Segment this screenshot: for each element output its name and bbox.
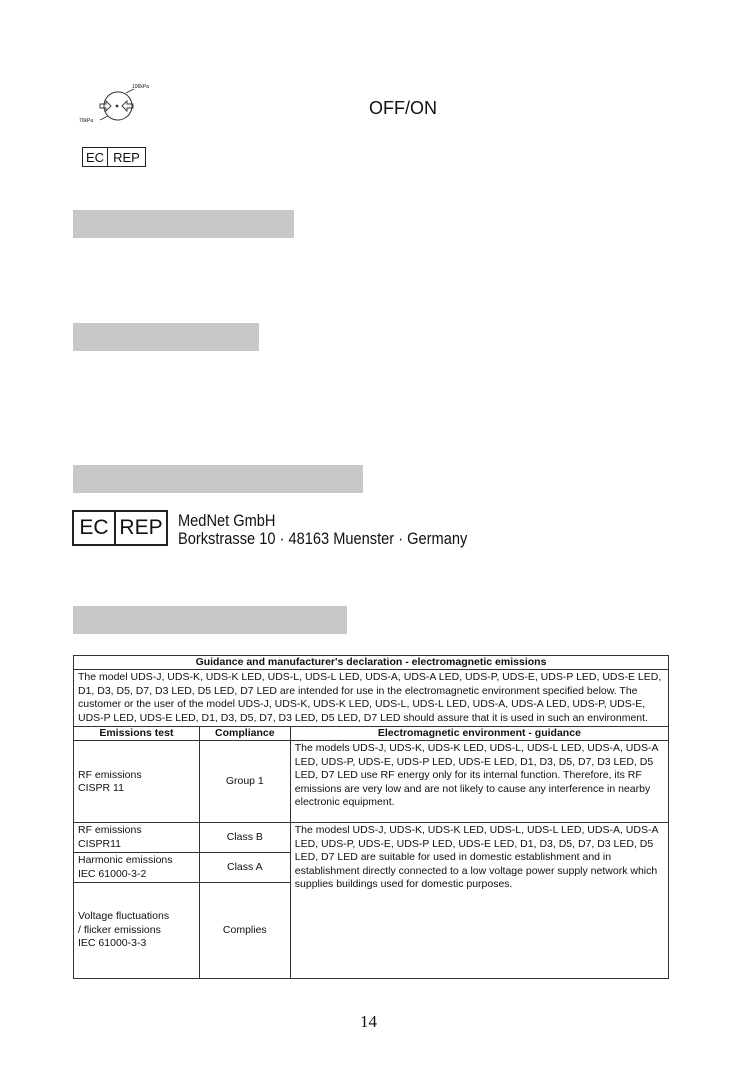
row-rf-classb-compliance: Class B (199, 823, 290, 853)
ec-rep-large-ec: EC (79, 516, 109, 539)
section-bar-3 (73, 465, 363, 493)
pressure-high-label: 106kPa (132, 84, 149, 90)
representative-address: Borkstrasse 10 · 48163 Muenster · Germany (178, 529, 468, 548)
emc-emissions-table (73, 655, 669, 979)
ec-rep-small-rep: REP (107, 148, 145, 166)
row-harmonic-test: Harmonic emissions IEC 61000-3-2 (74, 853, 200, 883)
table-intro: The model UDS-J, UDS-K, UDS-K LED, UDS-L, UDS-L LED, UDS-A, UDS-A LED, UDS-P, UDS-E, UDS-P LED, UDS-E LED, D1, D3, D5, D7, D3 LED, D5 LED, D7 LED are intended for use in the electromagnetic environment specified below. The customer or the user of the model UDS-J, UDS-K, UDS-K LED, UDS-L, UDS-L LED, UDS-A, UDS-A LED, UDS-P, UDS-E, UDS-P LED, UDS-E LED, D1, D3, D5, D7, D3 LED, D5 LED, D7 LED should assure that it is used in such an environment. (74, 670, 669, 727)
row-rf-cispr11-guidance: The models UDS-J, UDS-K, UDS-K LED, UDS-L, UDS-L LED, UDS-A, UDS-A LED, UDS-P, UDS-E, UDS-P LED, UDS-E LED, D1, D3, D5, D7, D3 LED, D5 LED, D7 LED use RF energy only for its internal function. Therefore, its RF emissions are very low and are not likely to cause any interference in nearby electronic equipment. (290, 741, 668, 823)
section-bar-2 (73, 323, 259, 351)
row-domestic-guidance: The modesl UDS-J, UDS-K, UDS-K LED, UDS-L, UDS-L LED, UDS-A, UDS-A LED, UDS-P, UDS-E, UDS-P LED, UDS-E LED, D1, D3, D5, D7, D3 LED, D5 LED, D7 LED are suitable for used in domestic establishment and in establishment directly connected to a low voltage power supply network which supplies buildings used for domestic purposes. (290, 823, 668, 979)
row-harmonic-compliance: Class A (199, 853, 290, 883)
row-rf-cispr11-compliance: Group 1 (199, 741, 290, 823)
ec-rep-symbol-small (82, 147, 146, 167)
ec-rep-large-rep: REP (114, 512, 166, 544)
section-bar-1 (73, 210, 294, 238)
row-flicker-test: Voltage fluctuations / flicker emissions IEC 61000-3-3 (74, 883, 200, 979)
table-title: Guidance and manufacturer's declaration - electromagnetic emissions (74, 656, 669, 670)
pressure-low-label: 70kPa (79, 118, 94, 124)
column-header-compliance: Compliance (199, 727, 290, 741)
page-number: 14 (360, 1012, 377, 1031)
ec-rep-symbol-large (72, 510, 168, 546)
switch-label: OFF/ON (369, 98, 437, 118)
column-header-guidance: Electromagnetic environment - guidance (290, 727, 668, 741)
column-header-test: Emissions test (74, 727, 200, 741)
ec-rep-small-ec: EC (85, 149, 105, 165)
row-rf-classb-test: RF emissions CISPR11 (74, 823, 200, 853)
row-flicker-compliance: Complies (199, 883, 290, 979)
representative-company: MedNet GmbH (178, 511, 276, 530)
section-bar-4 (73, 606, 347, 634)
row-rf-cispr11-test: RF emissions CISPR 11 (74, 741, 200, 823)
